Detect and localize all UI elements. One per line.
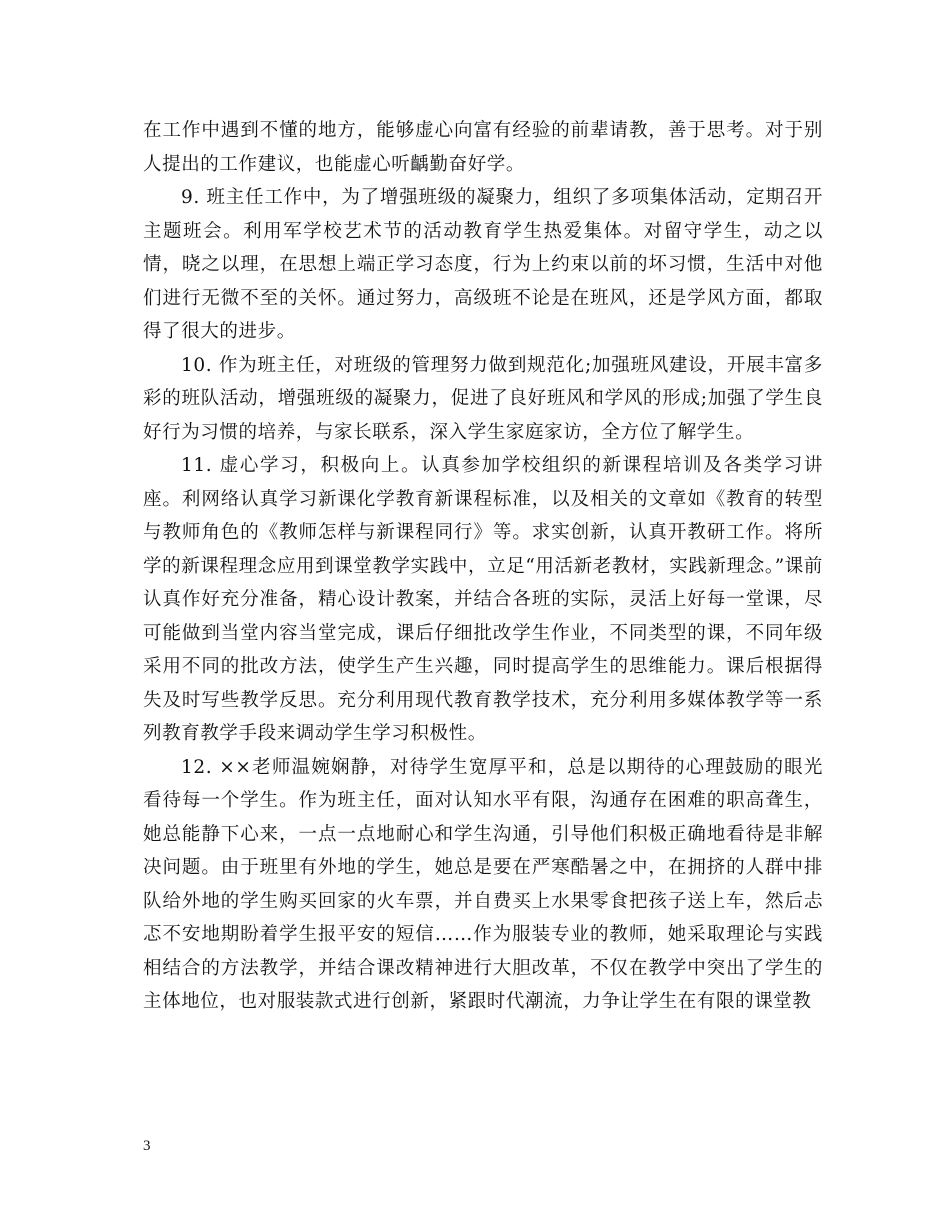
- page-number: 3: [143, 1138, 151, 1154]
- paragraph-item-10: 10. 作为班主任，对班级的管理努力做到规范化;加强班风建设，开展丰富多彩的班队活动，增强班级的凝聚力，促进了良好班风和学风的形成;加强了学生良好行为习惯的培养，与家长联系，深入学生家庭家访，全方位了解学生。: [143, 354, 823, 443]
- paragraph-item-9: 9. 班主任工作中，为了增强班级的凝聚力，组织了多项集体活动，定期召开主题班会。利用军学校艺术节的活动教育学生热爱集体。对留守学生，动之以情，晓之以理，在思想上端正学习态度，行为上约束以前的坏习惯，生活中对他们进行无微不至的关怀。通过努力，高级班不论是在班风，还是学风方面，都取得了很大的进步。: [143, 187, 823, 342]
- document-body: [143, 114, 823, 1019]
- paragraph-item-12: 12. ××老师温婉娴静，对待学生宽厚平和，总是以期待的心理鼓励的眼光看待每一个学生。作为班主任，面对认知水平有限，沟通存在困难的职高聋生，她总能静下心来，一点一点地耐心和学生沟通，引导他们积极正确地看待是非解决问题。由于班里有外地的学生，她总是要在严寒酷暑之中，在拥挤的人群中排队给外地的学生购买回家的火车票，并自费买上水果零食把孩子送上车，然后忐忑不安地期盼着学生报平安的短信……作为服装专业的教师，她采取理论与实践相结合的方法教学，并结合课改精神进行大胆改革，不仅在教学中突出了学生的主体地位，也对服装款式进行创新，紧跟时代潮流，力争让学生在有限的课堂教: [143, 756, 823, 1012]
- paragraph-continuation: 在工作中遇到不懂的地方，能够虚心向富有经验的前辈请教，善于思考。对于别人提出的工作建议，也能虚心听齲勤奋好学。: [143, 120, 823, 175]
- paragraph-item-11: 11. 虚心学习，积极向上。认真参加学校组织的新课程培训及各类学习讲座。利网络认真学习新课化学教育新课程标准，以及相关的文章如《教育的转型与教师角色的《教师怎样与新课程同行》等。求实创新，认真开教研工作。将所学的新课程理念应用到课堂教学实践中，立足“用活新老教材，实践新理念。”课前认真作好充分准备，精心设计教案，并结合各班的实际，灵活上好每一堂课，尽可能做到当堂内容当堂完成，课后仔细批改学生作业，不同类型的课，不同年级采用不同的批改方法，使学生产生兴趣，同时提高学生的思维能力。课后根据得失及时写些教学反思。充分利用现代教育教学技术，充分利用多媒体教学等一系列教育教学手段来调动学生学习积极性。: [143, 455, 823, 744]
